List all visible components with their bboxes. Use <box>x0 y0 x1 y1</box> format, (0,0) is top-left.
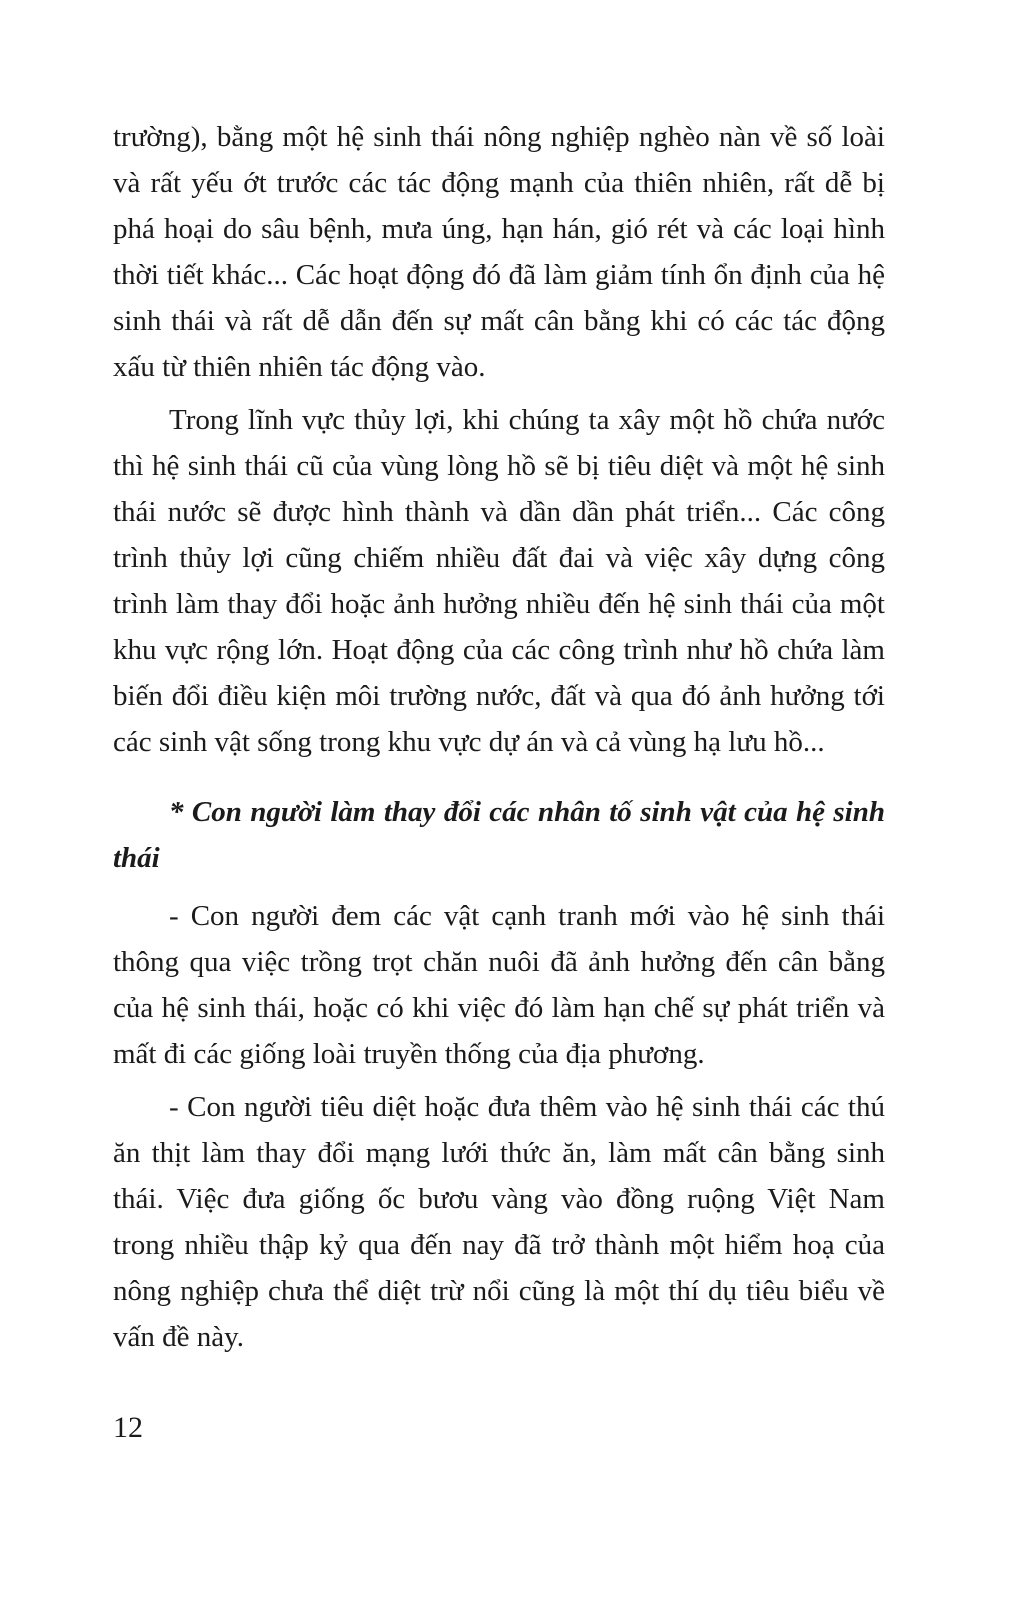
page-number: 12 <box>113 1411 143 1444</box>
paragraph-hydraulics: Trong lĩnh vực thủy lợi, khi chúng ta xây một hồ chứa nước thì hệ sinh thái cũ của vùng lòng hồ sẽ bị tiêu diệt và một hệ sinh thái nước sẽ được hình thành và dần dần phát triển... Các công trình thủy lợi cũng chiếm nhiều đất đai và việc xây dựng công trình làm thay đổi hoặc ảnh hưởng nhiều đến hệ sinh thái của một khu vực rộng lớn. Hoạt động của các công trình như hồ chứa làm biến đổi điều kiện môi trường nước, đất và qua đó ảnh hưởng tới các sinh vật sống trong khu vực dự án và cả vùng hạ lưu hồ... <box>113 404 885 758</box>
paragraph-predators-food-web: - Con người tiêu diệt hoặc đưa thêm vào hệ sinh thái các thú ăn thịt làm thay đổi mạng lưới thức ăn, làm mất cân bằng sinh thái. Việc đưa giống ốc bươu vàng vào đồng ruộng Việt Nam trong nhiều thập kỷ qua đến nay đã trở thành một hiểm hoạ của nông nghiệp chưa thể diệt trừ nổi cũng là một thí dụ tiêu biểu về vấn đề này. <box>113 1091 885 1353</box>
paragraph-competing-species: - Con người đem các vật cạnh tranh mới vào hệ sinh thái thông qua việc trồng trọt chăn nuôi đã ảnh hưởng đến cân bằng của hệ sinh thái, hoặc có khi việc đó làm hạn chế sự phát triển và mất đi các giống loài truyền thống của địa phương. <box>113 900 885 1070</box>
paragraph-continuation: trường), bằng một hệ sinh thái nông nghiệp nghèo nàn về số loài và rất yếu ớt trước các tác động mạnh của thiên nhiên, rất dễ bị phá hoại do sâu bệnh, mưa úng, hạn hán, gió rét và các loại hình thời tiết khác... Các hoạt động đó đã làm giảm tính ổn định của hệ sinh thái và rất dễ dẫn đến sự mất cân bằng khi có các tác động xấu từ thiên nhiên tác động vào. <box>113 121 885 383</box>
section-heading: * Con người làm thay đổi các nhân tố sinh vật của hệ sinh thái <box>113 796 885 874</box>
